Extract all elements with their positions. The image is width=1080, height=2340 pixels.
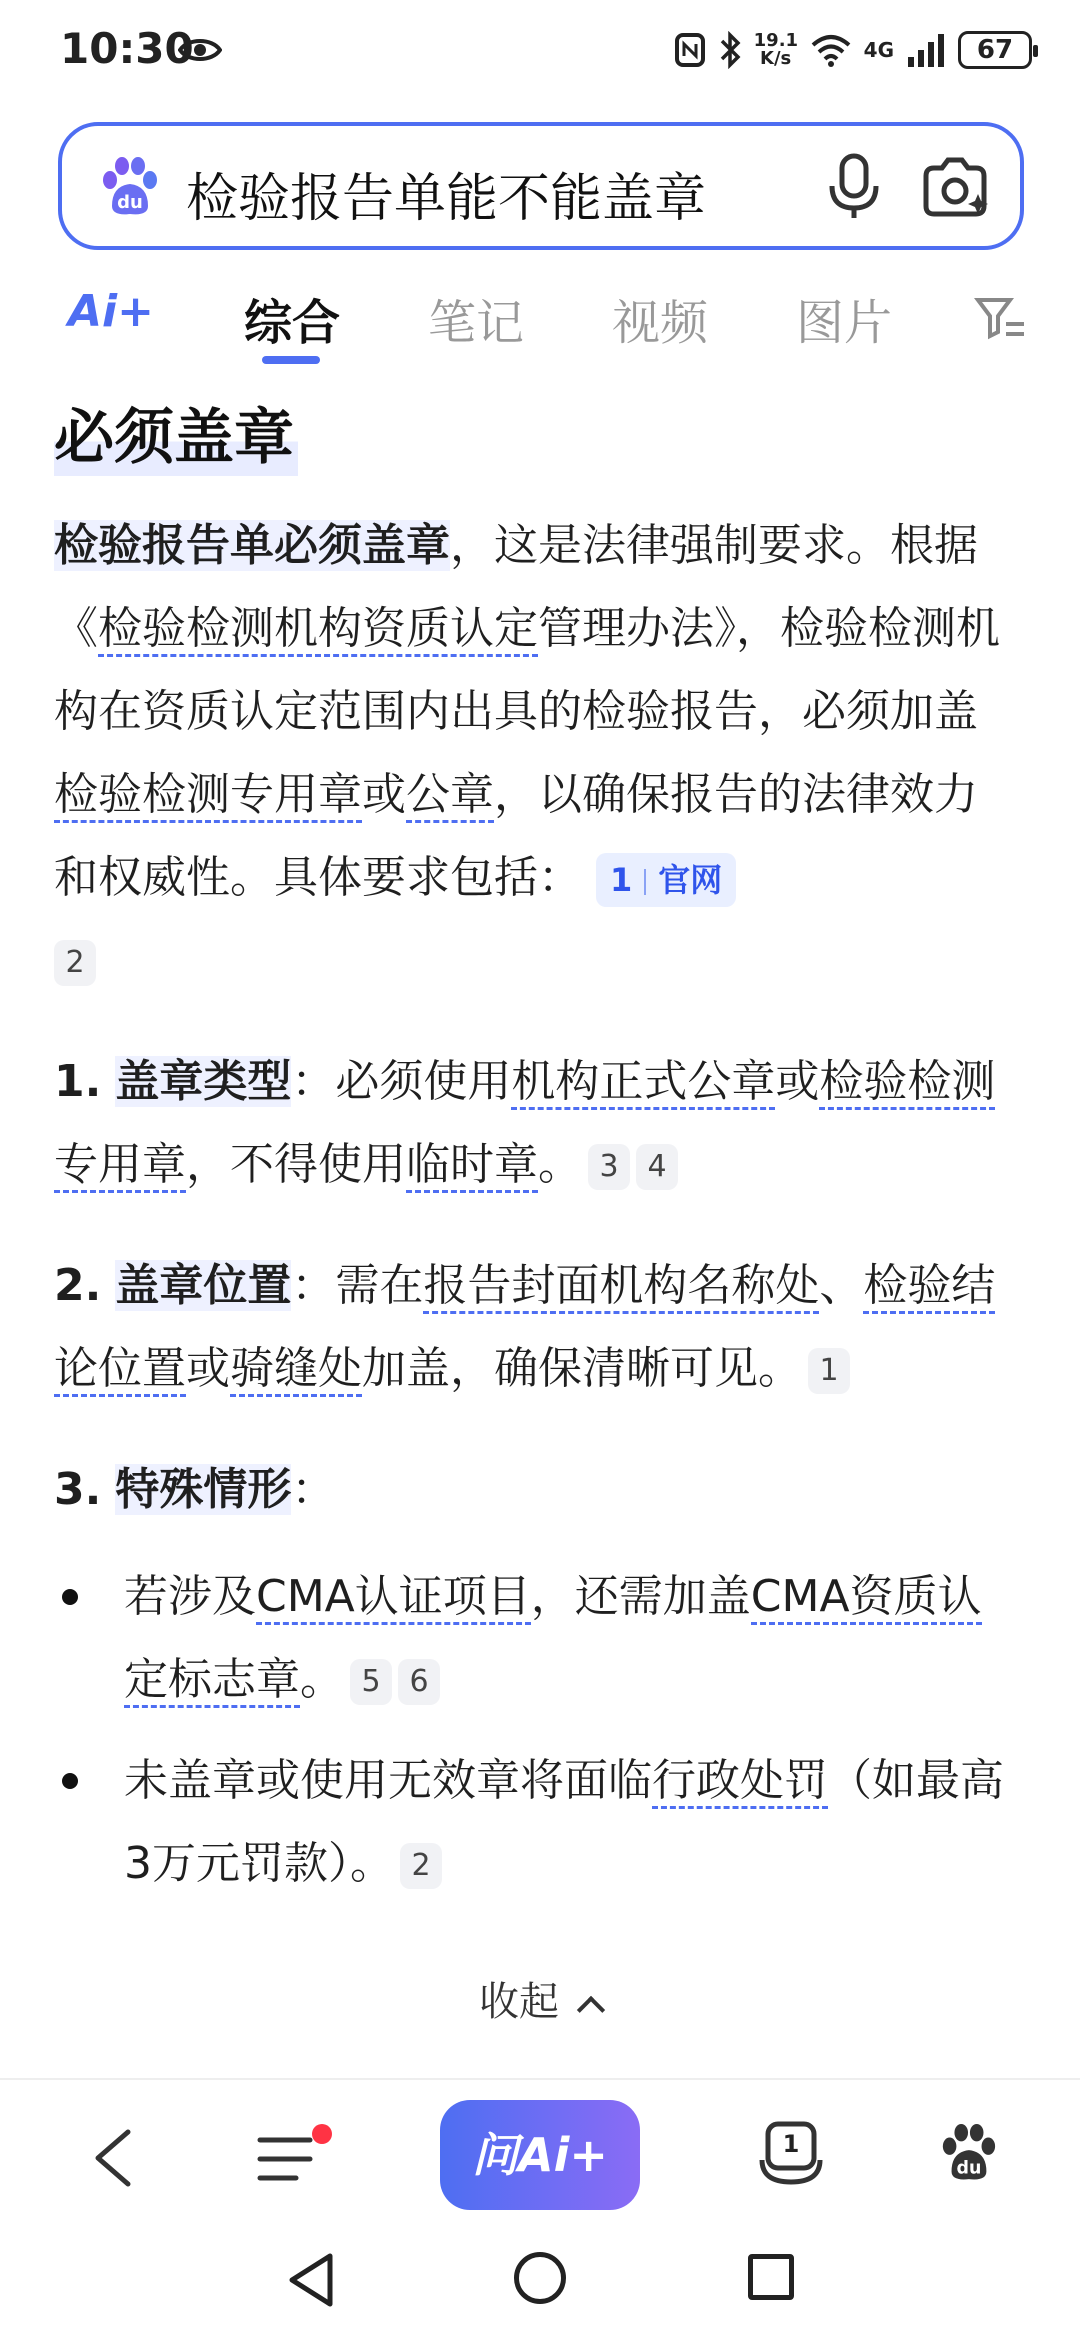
citation[interactable]: 4 (636, 1144, 678, 1190)
collapse-label: 收起 (479, 1979, 559, 2025)
bottom-toolbar (0, 2078, 1080, 2228)
baidu-paw-icon[interactable] (938, 2122, 998, 2184)
list-item (54, 1040, 1014, 1206)
term-link[interactable]: CMA资质认定标志章 (124, 1571, 982, 1708)
intro-bold-lead: 检验报告单必须盖章 (54, 520, 450, 571)
term-link[interactable]: 检验检测专用章 (54, 1056, 995, 1193)
bullet-text: 。 (300, 1654, 344, 1705)
microphone-icon[interactable] (824, 152, 884, 222)
list-text: 或 (186, 1343, 230, 1394)
term-link[interactable]: CMA认证项目 (256, 1571, 531, 1625)
nav-recents-icon[interactable] (748, 2254, 794, 2300)
network-type: 4G (863, 38, 894, 62)
status-bar (0, 0, 1080, 100)
citation[interactable]: 1 (808, 1348, 850, 1394)
citation[interactable]: 2 (400, 1843, 442, 1889)
term-link[interactable]: 检验检测专用章 (54, 769, 362, 823)
nav-back-icon[interactable] (286, 2252, 336, 2308)
filter-icon[interactable] (974, 294, 1026, 340)
system-nav-bar (0, 2228, 1080, 2340)
term-link[interactable]: 机构正式公章 (511, 1056, 775, 1110)
list-text: ： (291, 1464, 336, 1515)
answer-heading: 必须盖章 (54, 390, 298, 476)
notification-dot (312, 2124, 332, 2144)
tab-ai[interactable]: Ai+ (68, 286, 155, 337)
ai-answer (54, 390, 1014, 1923)
search-input[interactable]: 检验报告单能不能盖章 (186, 169, 707, 229)
ask-ai-button[interactable]: 问Ai+ (440, 2100, 640, 2210)
citation[interactable]: 5 (350, 1659, 392, 1705)
intro-text: ，这是法律强制要求。根据《 (54, 520, 978, 654)
intro-text: 或 (362, 769, 406, 820)
svg-text:du: du (117, 192, 143, 213)
active-tab-indicator (262, 356, 320, 364)
list-text: ：需在 (291, 1260, 424, 1311)
term-link[interactable]: 公章 (406, 769, 494, 823)
signal-icon (906, 33, 946, 67)
status-time: 10:30 (60, 24, 194, 73)
svg-text:du: du (956, 2158, 982, 2179)
tab-videos[interactable]: 视频 (612, 295, 709, 351)
list-number: 3. (54, 1464, 102, 1515)
term-link[interactable]: 检验检测机构资质认定 (98, 603, 538, 657)
term-link[interactable]: 临时章 (406, 1139, 538, 1193)
term-link[interactable]: 报告封面机构名称处 (423, 1260, 819, 1314)
citation[interactable]: 2 (54, 940, 96, 986)
nav-home-icon[interactable] (514, 2252, 566, 2304)
chevron-up-icon (577, 1996, 605, 2024)
citation-number: 1 (610, 861, 633, 899)
menu-icon[interactable] (256, 2132, 322, 2186)
list-item (54, 1244, 1014, 1410)
list-text: 、 (819, 1260, 864, 1311)
term-link[interactable]: 行政处罚 (652, 1755, 828, 1809)
list-item-title: 特殊情形 (115, 1464, 292, 1515)
bullet-text: 若涉及 (124, 1571, 256, 1622)
list-text: ：必须使用 (291, 1056, 512, 1107)
tab-comprehensive[interactable]: 综合 (244, 295, 341, 351)
term-link[interactable]: 骑缝处 (230, 1343, 362, 1397)
camera-search-icon[interactable] (920, 154, 990, 220)
list-number: 2. (54, 1260, 102, 1311)
bluetooth-icon (718, 31, 742, 69)
list-item-title: 盖章类型 (115, 1056, 292, 1107)
search-bar[interactable] (58, 122, 1024, 250)
citation-label: 官网 (658, 861, 723, 899)
status-icons (674, 26, 1032, 74)
citation[interactable]: 6 (398, 1659, 440, 1705)
list-text: 。 (538, 1139, 582, 1190)
tab-count: 1 (782, 2130, 800, 2158)
wifi-icon (810, 33, 852, 67)
search-tabs (0, 270, 1080, 370)
bullet-text: 未盖章或使用无效章将面临 (124, 1755, 652, 1806)
intro-text: ，以确保报告的法律效力和权威性。具体要求包括： (54, 769, 978, 903)
bullet-item (124, 1739, 1014, 1905)
list-item (54, 1448, 1014, 1531)
network-speed: 19.1 K/s (753, 30, 799, 69)
bullet-list (54, 1555, 1014, 1905)
answer-intro (54, 504, 1014, 1002)
collapse-button[interactable] (0, 1970, 1080, 2027)
tab-notes[interactable]: 笔记 (428, 295, 525, 351)
term-link[interactable]: 检验结论位置 (54, 1260, 995, 1397)
citation-official[interactable] (596, 853, 736, 907)
baidu-paw-icon (98, 156, 160, 218)
list-item-title: 盖章位置 (115, 1260, 292, 1311)
list-text: 加盖，确保清晰可见。 (362, 1343, 802, 1394)
tab-images[interactable]: 图片 (796, 295, 893, 351)
citation[interactable]: 3 (588, 1144, 630, 1190)
bullet-item (124, 1555, 1014, 1721)
bullet-text: （如最高3万元罚款）。 (124, 1755, 1004, 1889)
intro-text: 管理办法》，检验检测机构在资质认定范围内出具的检验报告，必须加盖 (54, 603, 1000, 737)
battery-indicator: 67 (958, 31, 1032, 69)
list-number: 1. (54, 1056, 102, 1107)
list-text: 或 (775, 1056, 820, 1107)
eye-icon (178, 36, 222, 64)
back-arrow-icon[interactable] (88, 2128, 138, 2188)
bullet-text: ，还需加盖 (530, 1571, 751, 1622)
nfc-icon (674, 32, 706, 68)
list-text: ，不得使用 (186, 1139, 406, 1190)
